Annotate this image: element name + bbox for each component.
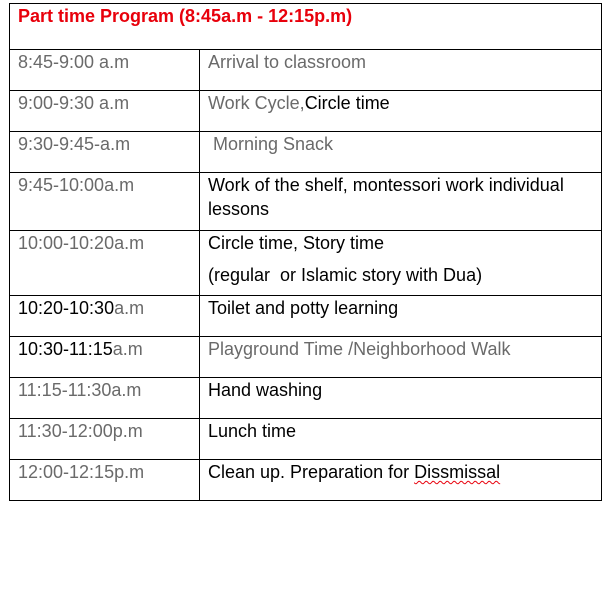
activity-cell: Lunch time: [200, 419, 602, 460]
activity-cell: [200, 460, 602, 501]
time-cell: 12:00-12:15p.m: [10, 460, 200, 501]
activity-cell: Playground Time /Neighborhood Walk: [200, 337, 602, 378]
time-cell: 9:30-9:45-a.m: [10, 132, 200, 173]
spellcheck-word: Dissmissal: [414, 462, 501, 482]
schedule-table: [9, 3, 602, 501]
time-text-part: a.m: [112, 339, 143, 359]
activity-cell: Toilet and potty learning: [200, 296, 602, 337]
activity-text-line: Circle time, Story time: [208, 233, 385, 253]
table-row: [10, 296, 602, 337]
table-row: [10, 91, 602, 132]
time-text-part: 10:20-10:30: [18, 298, 115, 318]
table-row: [10, 132, 602, 173]
table-row: [10, 231, 602, 296]
time-cell: [10, 337, 200, 378]
activity-text-part: Work Cycle,: [208, 93, 305, 113]
activity-cell: Arrival to classroom: [200, 50, 602, 91]
time-cell: 9:00-9:30 a.m: [10, 91, 200, 132]
table-row: [10, 173, 602, 231]
table-row: [10, 337, 602, 378]
table-row: [10, 378, 602, 419]
activity-text-part: Clean up. Preparation for: [208, 462, 415, 482]
time-cell: 10:00-10:20a.m: [10, 231, 200, 296]
time-cell: 8:45-9:00 a.m: [10, 50, 200, 91]
time-cell: 9:45-10:00a.m: [10, 173, 200, 231]
activity-text-line: (regular or Islamic story with Dua): [208, 265, 483, 285]
activity-cell: [200, 91, 602, 132]
time-cell: [10, 296, 200, 337]
program-title: Part time Program (8:45a.m - 12:15p.m): [10, 4, 602, 50]
activity-text-part: Circle time: [304, 93, 390, 113]
time-cell: 11:15-11:30a.m: [10, 378, 200, 419]
time-cell: 11:30-12:00p.m: [10, 419, 200, 460]
activity-cell: Work of the shelf, montessori work individual lessons: [200, 173, 602, 231]
table-row: [10, 50, 602, 91]
time-text-part: 10:30-11:15: [18, 339, 113, 359]
title-row: [10, 4, 602, 50]
time-text-part: a.m: [114, 298, 145, 318]
table-row: [10, 460, 602, 501]
activity-cell: [200, 231, 602, 296]
activity-cell: Hand washing: [200, 378, 602, 419]
activity-cell: Morning Snack: [200, 132, 602, 173]
table-row: [10, 419, 602, 460]
